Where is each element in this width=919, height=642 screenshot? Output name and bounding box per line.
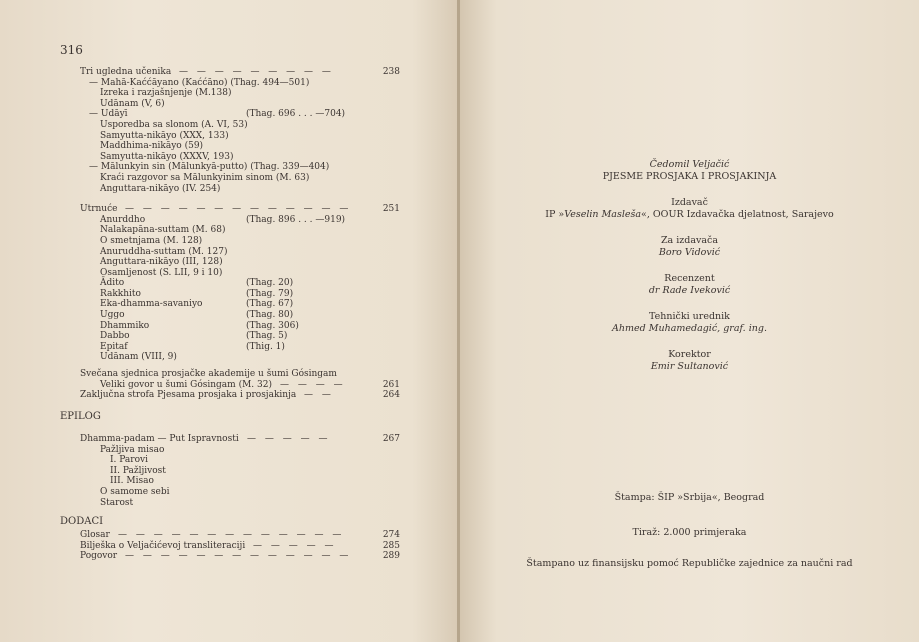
toc-entry-reference: (Thag. 896 . . . —919) [246, 214, 346, 225]
toc-entry-title: Dabbo [100, 331, 130, 342]
toc-entry-title: Usporedba sa slonom (A. VI, 53) [100, 119, 248, 130]
toc-entry [80, 390, 400, 401]
right-page-imprint [460, 0, 919, 642]
toc-entry-title: Izreka i razjašnjenje (M.138) [100, 88, 232, 99]
toc-entry [80, 551, 400, 562]
toc-entry [80, 369, 400, 380]
toc-entry-reference: (Thag. 79) [246, 288, 294, 299]
toc-entry [80, 342, 400, 353]
toc-entry [80, 247, 400, 258]
toc-entry-title: Pažljiva misao [100, 444, 165, 455]
toc-block-thera-pupils [80, 67, 400, 194]
toc-entry-title: Tri ugledna učenika [80, 67, 172, 77]
reviewer-name: dr Rade Iveković [648, 285, 731, 296]
toc-entry-title: Anguttara-nikāyo (IV. 254) [100, 183, 221, 194]
left-page [0, 0, 458, 642]
toc-entry [80, 352, 400, 363]
toc-entry [80, 99, 400, 110]
proofreader-label: Korektor [668, 349, 711, 360]
toc-entry-title: Veliki govor u šumi Gósingam (M. 32) [100, 379, 272, 390]
toc-entry [80, 268, 400, 279]
toc-entry-title: Kraći razgovor sa Mālunkyinim sinom (M. 63) [100, 172, 310, 183]
toc-entry-reference: (Thag. 696 . . . —704) [246, 109, 346, 120]
toc-leader-dashes: — — — — — — — — — — — — — [118, 530, 345, 540]
toc-entry-title: — Mahā-Kaććāyano (Kaććāno) (Thag. 494—501) [89, 77, 310, 88]
toc-leader-dashes: — — — — — — — — — — — — — [125, 204, 352, 215]
toc-entry [80, 530, 400, 541]
toc-entry [80, 455, 400, 466]
toc-page-number: 264 [382, 390, 400, 401]
toc-entry-reference: (Thag. 20) [246, 278, 294, 289]
toc-leader-dashes: — — — — [280, 379, 346, 390]
toc-entry-title: — Mālunkyin sin (Mālunkyā-putto) (Thag. 339—404) [89, 162, 330, 173]
for-publisher-name: Boro Vidović [658, 247, 721, 258]
toc-entry-title: Starost [100, 497, 134, 508]
toc-entry-title: Zaključna strofa Pjesama prosjaka i prosjakinja [80, 390, 297, 401]
toc-entry [80, 225, 400, 236]
proofreader-name: Emir Sultanović [650, 361, 729, 372]
toc-entry-reference: (Thag. 80) [246, 310, 294, 321]
toc-entry-title: III. Misao [110, 476, 154, 487]
toc-entry [80, 120, 400, 131]
toc-entry [80, 299, 400, 310]
toc-entry-title: Uggo [100, 310, 125, 321]
toc-entry-title: Rakkhito [100, 288, 141, 299]
for-publisher-label: Za izdavača [660, 235, 719, 246]
toc-entry [80, 109, 400, 120]
toc-page-number: 289 [382, 551, 400, 562]
toc-entry-title: Samyutta-nikāyo (XXX, 133) [100, 130, 229, 141]
toc-entry [80, 257, 400, 268]
reviewer-label: Recenzent [664, 273, 715, 284]
toc-entry-title: Anuruddha-suttam (M. 127) [100, 246, 228, 257]
toc-leader-dashes: — — — — — [253, 540, 337, 551]
tech-editor-name: Ahmed Muhamedagić, graf. ing. [612, 323, 767, 334]
toc-entry [80, 476, 400, 487]
toc-entry [80, 445, 400, 456]
toc-entry-title: O smetnjama (M. 128) [100, 235, 203, 246]
toc-entry-title: Epitaf [100, 341, 128, 352]
toc-entry-title: I. Parovi [110, 455, 148, 466]
toc-entry-reference: (Thag. 5) [246, 331, 288, 342]
toc-entry [80, 131, 400, 142]
toc-entry-title: Anguttara-nikāyo (III, 128) [100, 257, 223, 268]
print-run: Tiraž: 2.000 primjeraka [632, 527, 747, 538]
toc-entry-title: Samyutta-nikāyo (XXXV, 193) [100, 151, 234, 162]
toc-entry [80, 204, 400, 215]
toc-entry [80, 88, 400, 99]
toc-page-number: 285 [382, 540, 400, 551]
publisher-line: IP »Veselin Masleša«, OOUR Izdavačka djelatnost, Sarajevo [545, 209, 834, 220]
toc-page-number: 267 [382, 434, 400, 444]
toc-entry-title: Ādito [100, 278, 125, 289]
toc-entry [80, 278, 400, 289]
toc-entry-reference: (Thag. 306) [246, 320, 299, 331]
toc-entry-title: O samome sebi [100, 486, 170, 497]
toc-epilog [80, 434, 400, 508]
funding-note: Štampano uz finansijsku pomoć Republičke zajednice za naučni rad [526, 558, 853, 569]
toc-entry [80, 321, 400, 332]
toc-page-number: 261 [382, 379, 400, 390]
toc-leader-dashes: — — — — — — — — — [179, 67, 334, 77]
toc-entry-title: Osamljenost (S. LII, 9 i 10) [100, 267, 223, 278]
toc-entry [80, 67, 400, 78]
toc-entry [80, 498, 400, 509]
section-heading-dodaci: DODACI [60, 516, 104, 527]
toc-entry [80, 289, 400, 300]
toc-leader-dashes: — — [304, 390, 334, 401]
author-name: Čedomil Veljačić [649, 159, 730, 170]
toc-entry [80, 78, 400, 89]
table-of-contents [80, 67, 400, 401]
toc-entry-title: Maddhima-nikāyo (59) [100, 141, 204, 152]
toc-entry-title: Anurddho [100, 214, 146, 225]
toc-block-utrnuce [80, 204, 400, 363]
toc-entry [80, 466, 400, 477]
toc-entry-title: Glosar [80, 530, 110, 540]
toc-entry [80, 541, 400, 552]
toc-entry [80, 141, 400, 152]
toc-entry-title: Pogovor [80, 551, 118, 562]
toc-dodaci [80, 530, 400, 562]
printer-line: Štampa: ŠIP »Srbija«, Beograd [614, 492, 765, 503]
toc-entry-title: Udānam (V, 6) [100, 98, 165, 109]
tech-editor-label: Tehnički urednik [649, 311, 730, 322]
toc-leader-dashes: — — — — — — — — — — — — — [125, 551, 352, 562]
toc-block-dhamma-padam [80, 434, 400, 508]
toc-entry [80, 184, 400, 195]
toc-entry-title: II. Pažljivost [110, 465, 166, 476]
toc-entry-reference: (Thig. 1) [246, 341, 285, 352]
toc-entry [80, 331, 400, 342]
toc-page-number: 251 [382, 204, 400, 215]
toc-entry-reference: (Thag. 67) [246, 299, 294, 310]
toc-entry-title: Udānam (VIII, 9) [100, 352, 177, 363]
toc-entry-title: Utrnuće [80, 204, 118, 215]
toc-entry [80, 310, 400, 321]
toc-entry [80, 152, 400, 163]
book-title: PJESME PROSJAKA I PROSJAKINJA [602, 171, 777, 182]
toc-entry-title: Nalakapāna-suttam (M. 68) [100, 225, 226, 236]
toc-page-number: 238 [382, 67, 400, 77]
toc-entry-title: — Udāyī [89, 109, 128, 120]
toc-block-appendices [80, 530, 400, 562]
section-heading-epilog: EPILOG [60, 411, 101, 422]
toc-entry [80, 162, 400, 173]
toc-entry-title: Bilješka o Veljačićevoj transliteraciji [80, 540, 246, 551]
page-number: 316 [60, 43, 83, 57]
toc-entry [80, 236, 400, 247]
toc-entry-title: Dhammiko [100, 320, 150, 331]
toc-entry [80, 434, 400, 445]
toc-entry-title: Svečana sjednica prosjačke akademije u šumi Gósingam [80, 369, 337, 380]
toc-entry [80, 173, 400, 184]
toc-entry [80, 380, 400, 391]
toc-entry [80, 215, 400, 226]
toc-entry [80, 487, 400, 498]
publisher-label: Izdavač [671, 197, 708, 208]
toc-entry-title: Dhamma-padam — Put Ispravnosti [80, 434, 239, 444]
toc-block-svecana-sjednica [80, 369, 400, 401]
toc-page-number: 274 [382, 530, 400, 540]
toc-leader-dashes: — — — — — [247, 434, 331, 444]
toc-entry-title: Eka-dhamma-savaniyo [100, 299, 203, 310]
